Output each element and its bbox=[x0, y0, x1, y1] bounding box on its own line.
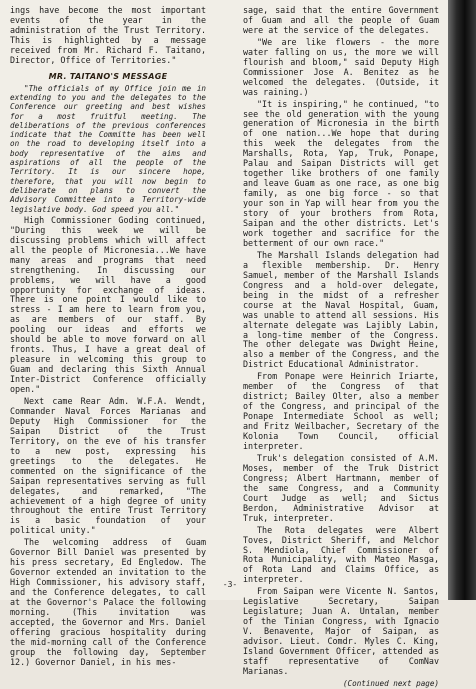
taitano-message: "The officials of my Office join me in extending to you and the delegates to the Conference our greeting and best wishes for a most fruitful meeting. The deliberations of the previous conferences indicate that the Committe has been well on the road to developing itself into a body representative of the aims and aspirations of all the people of the Territory. It is our sincere hope, therefore, that you will now begin to deliberate on plans to convert the Advisory Committee into a Territory-wide legislative body. God speed you all." bbox=[10, 83, 206, 214]
wendt-paragraph: Next came Rear Adm. W.F.A. Wendt, Commander Naval Forces Marianas and Deputy High Commissioner for the Saipan District of the Trust Territory, on the eve of his transfer to a new post, expressing his greetings to the delegates. He commented on the significance of the Saipan representatives serving as full delegates, and remarked, "The achievement of a high degree of unity throughout the entire Trust Territory is a basic foundation of your political unity." bbox=[10, 395, 206, 536]
marshall-paragraph: The Marshall Islands delegation had a flexible membership. Dr. Henry Samuel, member of the Marshall Islands Congress and a hold-over delegate, being in the midst of a refresher course at the Naval Hospital, Guam, was unable to attend all sessions. His alternate delegate was Lajibly Labin, a long-time member of the Congress. The other delegate was Dwight Heine, also a member of the Congress, and the District Educational Administrator. bbox=[243, 249, 439, 370]
intro-paragraph: ings have become the most important events of the year in the administration of the Trust Territory. This is highlighted by a message received from Mr. Richard F. Taitano, Director, Office of Territories." bbox=[10, 5, 206, 65]
rota-paragraph: The Rota delegates were Albert Toves, District Sheriff, and Melchor S. Mendiola, Chief Commissioner of Rota Municipality, with Mateo Masga, of Rota Land and Claims Office, as interpreter. bbox=[243, 524, 439, 585]
ponape-paragraph: From Ponape were Heinrich Iriarte, member of the Congress of that district; Bailey Olter, also a member of the Congress, and principal of the Ponape Intermediate School as well; and Fritz Weilbacher, Secretary of the Kolonia Town Council, official interpreter. bbox=[243, 371, 439, 451]
benitez-paragraph: "We are like flowers - the more water falling on us, the more we will flourish and bloom," said Deputy High Commissioner Jose A. Benitez as he welcomed the delegates. (Outside, it was raining.) bbox=[243, 36, 439, 97]
message-subheading: MR. TAITANO'S MESSAGE bbox=[48, 71, 168, 81]
inspiring-paragraph: "It is inspiring," he continued, "to see the old generation with the young generation of Micronesia in the birth of one nation...We hope that during this week the delegates from the Marshalls, Rota, Yap, Truk, Ponape, Palau and Saipan Districts will get together like brothers of one family and leave Guam as one race, as one big family, as one big force - so that your son in Yap will hear from you the story of your brothers from Rota, Saipan and the other districts. Let's work together and sacrifice for the betterment of our own race." bbox=[243, 98, 439, 248]
saipan-paragraph: From Saipan were Vicente N. Santos, Legislative Secretary, Saipan Legislature; Juan A. Untalan, member of the Tinian Congress, with Ignacio V. Benavente, Major of Saipan, as advisor. Lieut. Comdr. Myles C. King, Island Government Officer, attended as staff representative of ComNav Marianas. bbox=[243, 586, 439, 676]
goding-paragraph: High Commissioner Goding continued, "During this week we will be discussing problems which will affect all the people of Micronesia...We have many areas and programs that need strengthening. In discussing our problems, we will have a good opportunity for exchange of ideas. There is one point I would like to stress - I am here to learn from you, as are members of our staff. By pooling our ideas and efforts we should be able to move forward on all fronts. Thus, I have a great deal of pleasure in welcoming this group to Guam and declaring this Sixth Annual Inter-District Conference officially open." bbox=[10, 214, 206, 395]
truk-paragraph: Truk's delegation consisted of A.M. Moses, member of the Truk District Congress; Albert Hartmann, member of the same Congress, and a Community Court Judge as well; and Sictus Berdon, Administrative Advisor at Truk, interpreter. bbox=[243, 452, 439, 523]
left-column bbox=[10, 6, 206, 670]
guam-service-paragraph: sage, said that the entire Government of Guam and all the people of Guam were at the service of the delegates. bbox=[243, 5, 439, 35]
binding-edge bbox=[448, 0, 476, 600]
right-column bbox=[243, 6, 439, 689]
daniel-paragraph: The welcoming address of Guam Governor Bill Daniel was presented by his press secretary, Ed Engledow. The Governor extended an invitation to the High Commissioner, his advisory staff, and the Conference delegates, to call at the Governor's Palace the following morning. (This invitation was accepted, the Governor and Mrs. Daniel offering gracious hospitality during the mid-morning call of the Conference group the following day, September 12.) Governor Daniel, in his mes- bbox=[10, 537, 206, 667]
continued-note: (Continued next page) bbox=[342, 678, 439, 688]
page-number: -3- bbox=[222, 580, 238, 589]
